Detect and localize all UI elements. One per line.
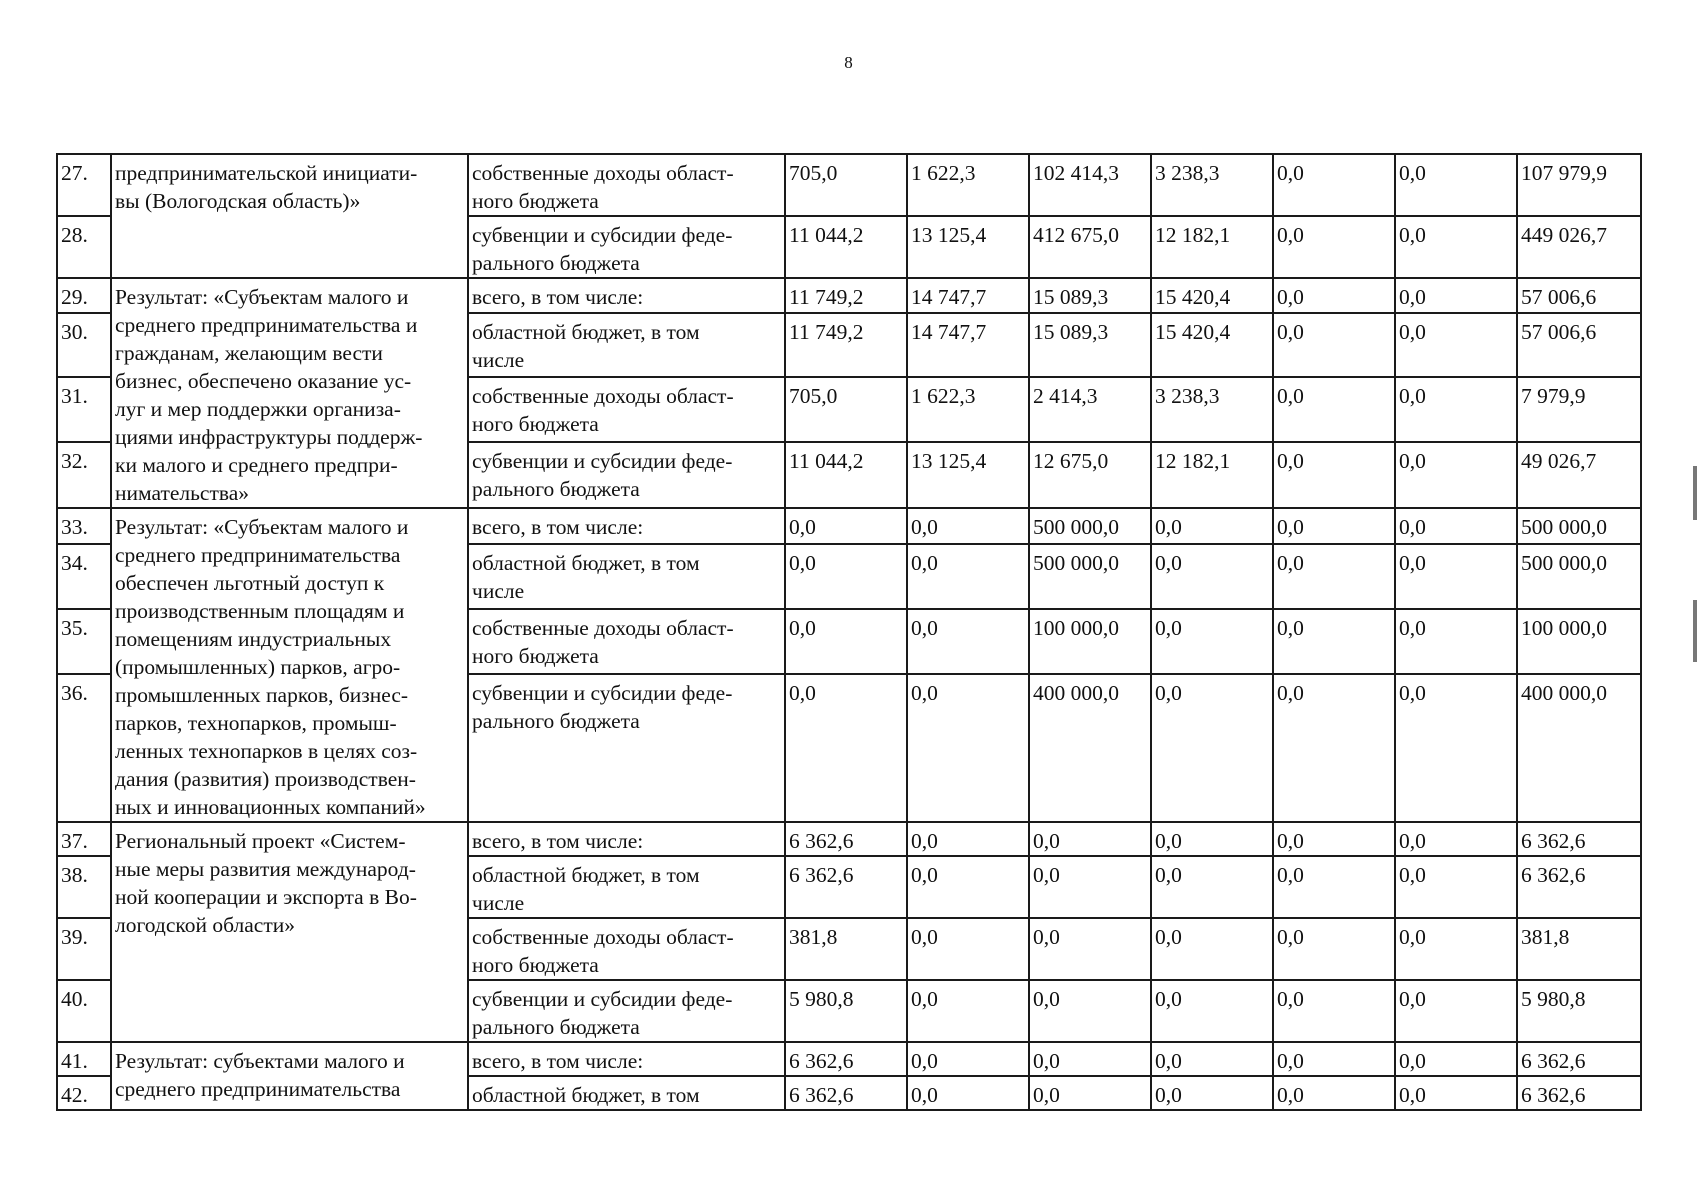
total-value: 100 000,0 [1517, 609, 1641, 674]
year-value: 0,0 [1273, 856, 1395, 918]
year-value: 3 238,3 [1151, 154, 1273, 216]
funding-source: собственные доходы област- ного бюджета [468, 154, 785, 216]
year-value: 0,0 [1273, 918, 1395, 980]
year-value: 0,0 [1273, 377, 1395, 441]
year-value: 6 362,6 [785, 856, 907, 918]
year-value: 11 044,2 [785, 216, 907, 278]
year-value: 0,0 [1395, 278, 1517, 313]
total-value: 500 000,0 [1517, 544, 1641, 609]
year-value: 0,0 [907, 508, 1029, 544]
year-value: 0,0 [907, 1042, 1029, 1076]
year-value: 0,0 [1395, 216, 1517, 278]
row-number: 34. [57, 544, 111, 609]
year-value: 0,0 [1273, 609, 1395, 674]
year-value: 0,0 [1273, 508, 1395, 544]
year-value: 0,0 [907, 609, 1029, 674]
year-value: 6 362,6 [785, 822, 907, 856]
item-description: Региональный проект «Систем- ные меры развития международ- ной кооперации и экспорта в Во- логодской области» [111, 822, 468, 1042]
row-number: 32. [57, 442, 111, 508]
year-value: 500 000,0 [1029, 508, 1151, 544]
year-value: 0,0 [1029, 980, 1151, 1042]
funding-source: областной бюджет, в том числе [468, 313, 785, 377]
year-value: 11 749,2 [785, 313, 907, 377]
year-value: 0,0 [907, 856, 1029, 918]
item-description: Результат: «Субъектам малого и среднего предпринимательства и гражданам, желающим вести бизнес, обеспечено оказание ус- луг и мер поддержки организа- циями инфраструктуры поддерж- ки малого и среднего предпри- нимательства» [111, 278, 468, 508]
year-value: 0,0 [1029, 918, 1151, 980]
budget-table-body [57, 154, 1641, 1110]
year-value: 0,0 [1151, 609, 1273, 674]
year-value: 2 414,3 [1029, 377, 1151, 441]
year-value: 0,0 [1395, 918, 1517, 980]
year-value: 12 182,1 [1151, 442, 1273, 508]
year-value: 0,0 [1273, 216, 1395, 278]
year-value: 0,0 [1395, 442, 1517, 508]
budget-table [56, 153, 1642, 1111]
funding-source: собственные доходы област- ного бюджета [468, 609, 785, 674]
row-number: 35. [57, 609, 111, 674]
funding-source: всего, в том числе: [468, 1042, 785, 1076]
year-value: 0,0 [1273, 154, 1395, 216]
year-value: 0,0 [1395, 674, 1517, 822]
row-number: 30. [57, 313, 111, 377]
year-value: 0,0 [1395, 154, 1517, 216]
year-value: 0,0 [785, 508, 907, 544]
year-value: 400 000,0 [1029, 674, 1151, 822]
year-value: 0,0 [1151, 674, 1273, 822]
year-value: 15 420,4 [1151, 313, 1273, 377]
table-row [57, 154, 1641, 216]
year-value: 0,0 [1151, 1076, 1273, 1110]
row-number: 40. [57, 980, 111, 1042]
scan-edge-mark [1693, 466, 1697, 520]
year-value: 705,0 [785, 377, 907, 441]
year-value: 6 362,6 [785, 1076, 907, 1110]
total-value: 6 362,6 [1517, 1042, 1641, 1076]
year-value: 15 420,4 [1151, 278, 1273, 313]
year-value: 0,0 [1395, 1042, 1517, 1076]
table-row [57, 508, 1641, 544]
year-value: 0,0 [1029, 1042, 1151, 1076]
funding-source: субвенции и субсидии феде- рального бюджета [468, 442, 785, 508]
year-value: 381,8 [785, 918, 907, 980]
year-value: 14 747,7 [907, 313, 1029, 377]
funding-source: субвенции и субсидии феде- рального бюджета [468, 674, 785, 822]
year-value: 1 622,3 [907, 154, 1029, 216]
funding-source: областной бюджет, в том [468, 1076, 785, 1110]
funding-source: субвенции и субсидии феде- рального бюджета [468, 980, 785, 1042]
year-value: 0,0 [1273, 313, 1395, 377]
year-value: 13 125,4 [907, 442, 1029, 508]
total-value: 57 006,6 [1517, 313, 1641, 377]
year-value: 0,0 [1273, 1042, 1395, 1076]
year-value: 102 414,3 [1029, 154, 1151, 216]
year-value: 0,0 [1151, 856, 1273, 918]
row-number: 37. [57, 822, 111, 856]
total-value: 449 026,7 [1517, 216, 1641, 278]
year-value: 0,0 [1151, 822, 1273, 856]
year-value: 15 089,3 [1029, 278, 1151, 313]
year-value: 0,0 [785, 544, 907, 609]
year-value: 0,0 [1151, 918, 1273, 980]
year-value: 0,0 [1151, 980, 1273, 1042]
scan-edge-mark [1693, 600, 1697, 662]
row-number: 38. [57, 856, 111, 918]
year-value: 11 044,2 [785, 442, 907, 508]
year-value: 12 675,0 [1029, 442, 1151, 508]
total-value: 49 026,7 [1517, 442, 1641, 508]
year-value: 705,0 [785, 154, 907, 216]
year-value: 500 000,0 [1029, 544, 1151, 609]
year-value: 0,0 [1029, 856, 1151, 918]
funding-source: собственные доходы област- ного бюджета [468, 377, 785, 441]
year-value: 0,0 [1029, 822, 1151, 856]
year-value: 100 000,0 [1029, 609, 1151, 674]
funding-source: всего, в том числе: [468, 508, 785, 544]
year-value: 11 749,2 [785, 278, 907, 313]
year-value: 0,0 [1395, 313, 1517, 377]
row-number: 36. [57, 674, 111, 822]
item-description: предпринимательской инициати- вы (Вологодская область)» [111, 154, 468, 278]
total-value: 5 980,8 [1517, 980, 1641, 1042]
total-value: 57 006,6 [1517, 278, 1641, 313]
row-number: 33. [57, 508, 111, 544]
total-value: 6 362,6 [1517, 1076, 1641, 1110]
year-value: 15 089,3 [1029, 313, 1151, 377]
year-value: 0,0 [1395, 822, 1517, 856]
funding-source: собственные доходы област- ного бюджета [468, 918, 785, 980]
year-value: 0,0 [907, 544, 1029, 609]
year-value: 0,0 [785, 609, 907, 674]
row-number: 42. [57, 1076, 111, 1110]
year-value: 0,0 [1395, 508, 1517, 544]
year-value: 14 747,7 [907, 278, 1029, 313]
row-number: 28. [57, 216, 111, 278]
year-value: 0,0 [1395, 980, 1517, 1042]
year-value: 0,0 [1151, 1042, 1273, 1076]
year-value: 12 182,1 [1151, 216, 1273, 278]
year-value: 0,0 [1029, 1076, 1151, 1110]
item-description: Результат: субъектами малого и среднего предпринимательства [111, 1042, 468, 1110]
year-value: 0,0 [1395, 544, 1517, 609]
year-value: 13 125,4 [907, 216, 1029, 278]
total-value: 6 362,6 [1517, 856, 1641, 918]
table-row [57, 1042, 1641, 1076]
year-value: 0,0 [907, 980, 1029, 1042]
year-value: 0,0 [1273, 980, 1395, 1042]
year-value: 0,0 [907, 918, 1029, 980]
table-row [57, 278, 1641, 313]
year-value: 0,0 [1395, 856, 1517, 918]
year-value: 0,0 [1273, 822, 1395, 856]
funding-source: областной бюджет, в том числе [468, 544, 785, 609]
total-value: 500 000,0 [1517, 508, 1641, 544]
total-value: 400 000,0 [1517, 674, 1641, 822]
item-description: Результат: «Субъектам малого и среднего предпринимательства обеспечен льготный доступ к производственным площадям и помещениям индустриальных (промышленных) парков, агро- промышленных парков, бизнес- парков, технопарков, промыш- ленных технопарков в целях соз- дания (развития) производствен- ных и инновационных компаний» [111, 508, 468, 822]
year-value: 1 622,3 [907, 377, 1029, 441]
year-value: 0,0 [1395, 609, 1517, 674]
funding-source: областной бюджет, в том числе [468, 856, 785, 918]
year-value: 0,0 [1273, 1076, 1395, 1110]
row-number: 39. [57, 918, 111, 980]
total-value: 7 979,9 [1517, 377, 1641, 441]
row-number: 29. [57, 278, 111, 313]
row-number: 41. [57, 1042, 111, 1076]
page-number: 8 [844, 53, 853, 72]
year-value: 412 675,0 [1029, 216, 1151, 278]
year-value: 0,0 [907, 822, 1029, 856]
table-row [57, 822, 1641, 856]
total-value: 107 979,9 [1517, 154, 1641, 216]
year-value: 0,0 [1151, 508, 1273, 544]
year-value: 0,0 [1273, 442, 1395, 508]
funding-source: всего, в том числе: [468, 278, 785, 313]
row-number: 27. [57, 154, 111, 216]
year-value: 6 362,6 [785, 1042, 907, 1076]
total-value: 6 362,6 [1517, 822, 1641, 856]
funding-source: субвенции и субсидии феде- рального бюджета [468, 216, 785, 278]
year-value: 0,0 [907, 1076, 1029, 1110]
year-value: 5 980,8 [785, 980, 907, 1042]
row-number: 31. [57, 377, 111, 441]
year-value: 0,0 [1395, 1076, 1517, 1110]
year-value: 3 238,3 [1151, 377, 1273, 441]
funding-source: всего, в том числе: [468, 822, 785, 856]
year-value: 0,0 [1395, 377, 1517, 441]
year-value: 0,0 [1273, 544, 1395, 609]
year-value: 0,0 [785, 674, 907, 822]
year-value: 0,0 [1273, 278, 1395, 313]
year-value: 0,0 [907, 674, 1029, 822]
total-value: 381,8 [1517, 918, 1641, 980]
year-value: 0,0 [1273, 674, 1395, 822]
year-value: 0,0 [1151, 544, 1273, 609]
